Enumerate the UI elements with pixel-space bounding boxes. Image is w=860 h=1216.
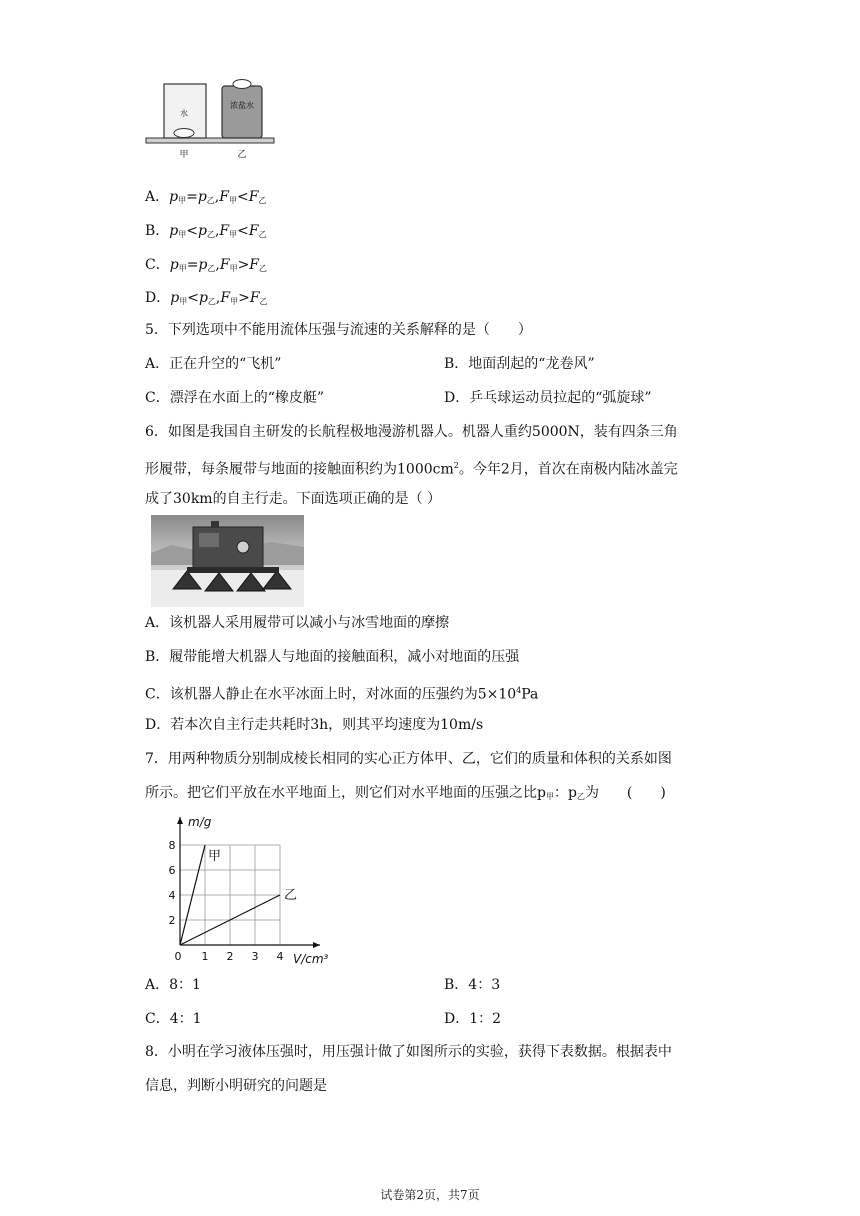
- x-tick-label: 1: [201, 950, 209, 963]
- cup-yi-label: 浓盐水: [230, 101, 254, 110]
- x-tick-label: 2: [226, 950, 234, 963]
- y-axis-label: m/g: [188, 815, 212, 829]
- q6-option-d: D．若本次自主行走共耗时3h，则其平均速度为10m/s: [145, 717, 484, 733]
- y-tick-label: 4: [168, 889, 176, 902]
- q4-option-c: C．$p_甲=p_乙,F_甲>F_乙$: [145, 257, 268, 273]
- q4-option-b: B．$p_甲<p_乙,F_甲<F_乙$: [145, 223, 267, 239]
- page-footer: 试卷第2页，共7页: [380, 1188, 480, 1202]
- q7-option-d: D．1：2: [444, 1011, 502, 1027]
- label-yi: 乙: [237, 150, 247, 160]
- cup-yi: [222, 86, 262, 138]
- label-jia: 甲: [179, 150, 189, 160]
- q5-option-c: C．漂浮在水面上的“橡皮艇”: [145, 390, 325, 406]
- series-label-yi: 乙: [284, 888, 298, 903]
- q6-option-b: B．履带能增大机器人与地面的接触面积，减小对地面的压强: [145, 649, 520, 665]
- x-tick-label: 4: [276, 950, 284, 963]
- cups-figure: [142, 78, 278, 162]
- q4-option-d: D．$p_甲<p_乙,F_甲>F_乙$: [145, 290, 268, 306]
- q7-option-b: B．4：3: [444, 977, 501, 993]
- q6-stem-line2: 形履带，每条履带与地面的接触面积约为$1000cm^2$。今年2月，首次在南极内陆冰盖完: [145, 461, 678, 478]
- y-tick-label: 6: [168, 864, 176, 877]
- y-axis-arrow: [177, 817, 183, 824]
- q4-option-a: A．$p_甲=p_乙,F_甲<F_乙$: [145, 189, 267, 205]
- cup-jia-label: 水: [180, 109, 188, 118]
- q6-stem-line1: 6．如图是我国自主研发的长航程极地漫游机器人。机器人重约5000N，装有四条三角: [145, 424, 678, 440]
- q7-option-a: A．8：1: [145, 977, 201, 993]
- x-tick-label: 3: [251, 950, 259, 963]
- q5-option-b: B．地面刮起的“龙卷风”: [444, 356, 595, 372]
- q6-option-c: C．该机器人静止在水平冰面上时，对冰面的压强约为$5\times 10^4Pa$: [145, 686, 539, 703]
- x-axis-label: V/cm³: [293, 952, 329, 966]
- q8-stem-line2: 信息，判断小明研究的问题是: [145, 1078, 327, 1094]
- y-tick-label: 2: [168, 914, 176, 927]
- q7-stem-line1: 7．用两种物质分别制成棱长相同的实心正方体甲、乙，它们的质量和体积的关系如图: [145, 751, 672, 767]
- x-axis-arrow: [313, 942, 320, 948]
- q5-option-a: A．正在升空的“飞机”: [145, 356, 282, 372]
- q7-stem-line2: 所示。把它们平放在水平地面上，则它们对水平地面的压强之比$p_甲$：$p_乙$为 ( ): [145, 785, 666, 801]
- q8-stem-line1: 8．小明在学习液体压强时，用压强计做了如图所示的实验，获得下表数据。根据表中: [145, 1044, 672, 1060]
- q6-stem-line3: 成了30km的自主行走。下面选项正确的是（ ）: [145, 491, 442, 507]
- egg-jia: [174, 129, 194, 138]
- egg-yi: [233, 80, 251, 89]
- series-label-jia: 甲: [208, 849, 222, 864]
- q7-option-c: C．4：1: [145, 1011, 202, 1027]
- y-tick-label: 8: [168, 839, 176, 852]
- table-surface: [146, 138, 274, 143]
- mass-volume-chart: [165, 808, 350, 968]
- q5-option-d: D．乒乓球运动员拉起的“弧旋球”: [444, 390, 652, 406]
- robot-photo: [151, 515, 304, 607]
- q6-option-a: A．该机器人采用履带可以减小与冰雪地面的摩擦: [145, 615, 450, 631]
- q5-stem: 5．下列选项中不能用流体压强与流速的关系解释的是（ ）: [145, 322, 532, 338]
- x-tick-label: 0: [174, 950, 182, 963]
